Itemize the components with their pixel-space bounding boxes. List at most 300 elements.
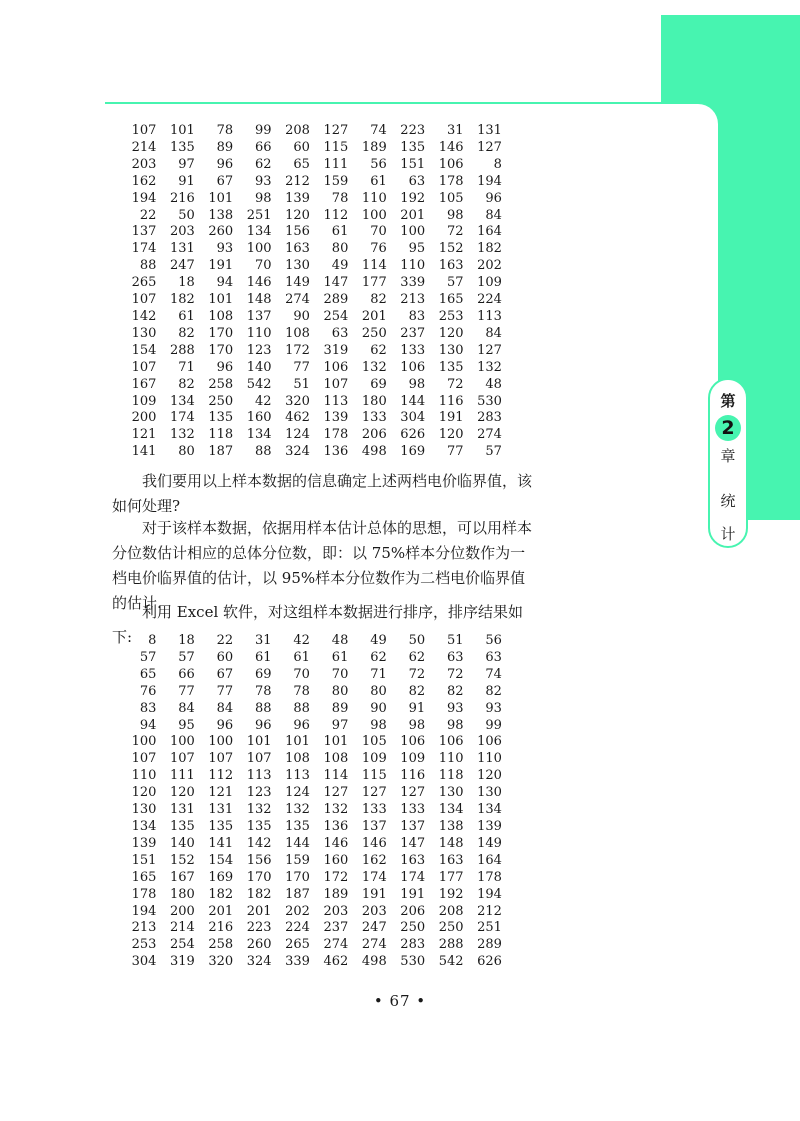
table-cell: 132 [169,427,195,443]
table-cell: 154 [208,852,234,868]
table-cell: 140 [246,359,272,375]
table-cell: 97 [178,156,195,172]
table-cell: 115 [361,768,387,784]
table-cell: 135 [208,410,234,426]
table-cell: 254 [323,308,349,324]
table-row [118,920,502,937]
table-cell: 8 [148,633,157,648]
table-cell: 89 [216,139,234,155]
table-cell: 60 [293,139,310,155]
table-cell: 113 [285,768,310,784]
table-cell: 108 [208,308,234,324]
table-cell: 72 [408,666,426,682]
table-cell: 118 [438,768,464,784]
table-cell: 159 [323,173,349,189]
table-cell: 90 [370,700,387,716]
table-cell: 51 [293,376,310,392]
table-cell: 66 [178,666,195,682]
table-cell: 144 [400,393,426,409]
table-cell: 191 [438,410,464,426]
table-cell: 57 [178,649,195,665]
table-cell: 206 [400,903,426,919]
table-cell: 138 [208,207,234,223]
table-cell: 98 [370,717,387,733]
table-cell: 106 [477,734,502,750]
table-cell: 139 [285,190,310,206]
table-cell: 57 [139,649,157,665]
table-cell: 159 [285,852,310,868]
table-cell: 96 [485,190,502,206]
table-cell: 57 [485,444,502,460]
table-cell: 160 [246,410,272,426]
table-cell: 131 [169,241,195,257]
table-cell: 320 [208,954,234,970]
table-row [118,887,502,904]
table-cell: 136 [323,444,349,460]
table-cell: 106 [323,359,349,375]
table-cell: 72 [446,224,464,240]
table-cell: 98 [446,207,464,223]
table-row [118,718,502,735]
chapter-tab-title-2: 计 [720,525,736,543]
table-cell: 182 [477,241,502,257]
table-cell: 265 [285,937,310,953]
table-cell: 194 [477,886,502,902]
table-cell: 170 [208,342,234,358]
table-cell: 76 [370,241,387,257]
table-cell: 131 [169,802,195,818]
table-cell: 192 [438,886,464,902]
table-cell: 187 [208,444,234,460]
table-cell: 116 [438,393,464,409]
table-cell: 124 [285,785,310,801]
table-cell: 107 [323,376,349,392]
table-cell: 120 [438,325,464,341]
table-cell: 109 [131,393,157,409]
table-cell: 146 [323,835,349,851]
table-cell: 177 [438,869,464,885]
table-cell: 93 [255,173,272,189]
table-cell: 163 [438,852,464,868]
table-cell: 169 [400,444,426,460]
table-cell: 70 [293,666,310,682]
table-cell: 101 [323,734,349,750]
table-cell: 94 [216,275,234,291]
sorted-data-table [118,633,502,971]
table-cell: 206 [361,427,387,443]
table-cell: 542 [438,954,464,970]
table-cell: 178 [438,173,464,189]
table-cell: 63 [446,649,464,665]
table-cell: 69 [255,666,272,682]
table-cell: 74 [485,666,502,682]
table-row [118,667,502,684]
table-cell: 62 [408,649,426,665]
table-cell: 88 [139,258,157,274]
table-row [118,275,502,292]
table-cell: 80 [331,683,349,699]
table-cell: 178 [131,886,157,902]
table-cell: 99 [485,717,502,733]
table-cell: 107 [246,751,272,767]
table-row [118,140,502,157]
table-cell: 498 [361,954,387,970]
table-cell: 182 [246,886,272,902]
table-cell: 137 [131,224,157,240]
chapter-tab-di: 第 [720,392,736,410]
table-cell: 213 [400,292,426,308]
table-cell: 319 [323,342,349,358]
table-row [118,191,502,208]
table-cell: 133 [400,342,426,358]
table-cell: 82 [446,683,464,699]
table-cell: 216 [169,190,195,206]
table-cell: 182 [208,886,234,902]
table-row [118,836,502,853]
table-cell: 62 [370,342,387,358]
table-cell: 88 [255,444,272,460]
table-cell: 170 [285,869,310,885]
table-cell: 80 [370,683,387,699]
table-cell: 114 [323,768,349,784]
table-cell: 250 [438,920,464,936]
table-cell: 626 [400,427,426,443]
table-cell: 60 [216,649,234,665]
table-cell: 61 [331,224,349,240]
table-cell: 131 [208,802,234,818]
table-cell: 127 [477,139,502,155]
table-cell: 124 [285,427,310,443]
table-cell: 84 [485,207,502,223]
table-cell: 130 [285,258,310,274]
table-cell: 223 [246,920,272,936]
table-cell: 169 [208,869,234,885]
table-cell: 107 [131,123,157,138]
table-row [118,394,502,411]
table-cell: 180 [361,393,387,409]
table-cell: 289 [477,937,502,953]
table-cell: 139 [323,410,349,426]
table-cell: 96 [216,717,234,733]
table-cell: 57 [446,275,464,291]
table-cell: 80 [178,444,195,460]
table-cell: 127 [323,123,349,138]
table-cell: 170 [208,325,234,341]
table-cell: 191 [400,886,426,902]
table-cell: 84 [216,700,234,716]
table-cell: 134 [131,818,157,834]
table-cell: 107 [169,751,195,767]
table-cell: 163 [400,852,426,868]
table-cell: 202 [477,258,502,274]
table-cell: 203 [169,224,195,240]
table-cell: 156 [246,852,272,868]
table-cell: 165 [131,869,157,885]
table-cell: 135 [169,139,195,155]
table-row [118,904,502,921]
table-cell: 130 [131,325,157,341]
table-cell: 96 [216,359,234,375]
table-row [118,157,502,174]
table-cell: 105 [361,734,387,750]
table-cell: 110 [131,768,157,784]
table-cell: 107 [208,751,234,767]
table-cell: 83 [139,700,157,716]
table-cell: 247 [169,258,195,274]
table-cell: 107 [131,359,157,375]
table-cell: 156 [285,224,310,240]
table-row [118,224,502,241]
table-cell: 202 [285,903,310,919]
table-cell: 147 [400,835,426,851]
table-cell: 151 [400,156,426,172]
table-cell: 65 [139,666,157,682]
table-cell: 200 [169,903,195,919]
table-cell: 116 [400,768,426,784]
table-cell: 165 [438,292,464,308]
table-cell: 144 [285,835,310,851]
table-cell: 113 [246,768,272,784]
table-cell: 106 [400,359,426,375]
page-number: • 67 • [373,992,427,1010]
table-cell: 31 [446,123,464,138]
table-cell: 192 [400,190,426,206]
table-cell: 109 [477,275,502,291]
table-cell: 174 [361,869,387,885]
table-cell: 105 [438,190,464,206]
table-cell: 134 [477,802,502,818]
table-cell: 93 [485,700,502,716]
table-cell: 101 [169,123,195,138]
table-cell: 67 [216,666,234,682]
table-row [118,309,502,326]
table-row [118,410,502,427]
table-cell: 22 [139,207,157,223]
table-cell: 139 [477,818,502,834]
table-cell: 149 [477,835,502,851]
table-cell: 187 [285,886,310,902]
table-cell: 106 [400,734,426,750]
table-cell: 274 [477,427,502,443]
table-cell: 56 [370,156,387,172]
table-cell: 214 [169,920,195,936]
table-cell: 135 [246,818,272,834]
table-cell: 120 [477,768,502,784]
table-cell: 324 [285,444,310,460]
table-cell: 178 [323,427,349,443]
table-cell: 106 [438,156,464,172]
table-cell: 132 [323,802,349,818]
table-cell: 251 [477,920,502,936]
table-cell: 213 [131,920,157,936]
table-cell: 82 [485,683,502,699]
table-cell: 135 [400,139,426,155]
table-cell: 113 [323,393,349,409]
table-cell: 98 [408,717,426,733]
chapter-number-badge: 2 [715,415,741,441]
chapter-tab [708,378,748,548]
table-cell: 120 [438,427,464,443]
table-cell: 48 [485,376,502,392]
table-cell: 97 [331,717,349,733]
table-cell: 162 [361,852,387,868]
table-row [118,785,502,802]
table-cell: 63 [485,649,502,665]
table-cell: 78 [293,683,310,699]
table-cell: 253 [438,308,464,324]
chapter-tab-zhang: 章 [720,447,736,465]
table-cell: 70 [331,666,349,682]
table-cell: 99 [255,123,272,138]
table-cell: 224 [477,292,502,308]
table-row [118,427,502,444]
table-cell: 174 [169,410,195,426]
table-cell: 108 [285,751,310,767]
table-row [118,292,502,309]
table-cell: 141 [208,835,234,851]
table-cell: 78 [216,123,234,138]
table-cell: 201 [208,903,234,919]
table-cell: 67 [216,173,234,189]
table-cell: 162 [131,173,157,189]
table-cell: 152 [438,241,464,257]
table-cell: 498 [361,444,387,460]
table-cell: 90 [293,308,310,324]
table-cell: 133 [400,802,426,818]
table-cell: 212 [477,903,502,919]
table-cell: 61 [331,649,349,665]
table-cell: 339 [400,275,426,291]
table-cell: 100 [400,224,426,240]
table-cell: 265 [131,275,157,291]
table-row [118,751,502,768]
table-cell: 80 [331,241,349,257]
table-cell: 61 [255,649,272,665]
table-cell: 216 [208,920,234,936]
table-cell: 133 [361,802,387,818]
table-cell: 70 [370,224,387,240]
table-cell: 96 [293,717,310,733]
table-cell: 100 [361,207,387,223]
table-cell: 304 [131,954,157,970]
table-cell: 82 [178,325,195,341]
table-cell: 65 [293,156,310,172]
table-cell: 107 [131,751,157,767]
table-row [118,208,502,225]
table-row [118,802,502,819]
table-cell: 135 [169,818,195,834]
table-cell: 250 [400,920,426,936]
table-cell: 194 [477,173,502,189]
table-cell: 48 [331,633,349,648]
table-cell: 50 [178,207,195,223]
table-cell: 142 [246,835,272,851]
table-cell: 189 [323,886,349,902]
table-cell: 339 [285,954,310,970]
table-cell: 120 [131,785,157,801]
table-cell: 191 [208,258,234,274]
table-cell: 93 [446,700,464,716]
table-cell: 109 [361,751,387,767]
table-cell: 542 [246,376,272,392]
table-cell: 203 [131,156,157,172]
table-cell: 110 [400,258,426,274]
table-cell: 98 [255,190,272,206]
table-cell: 121 [131,427,157,443]
table-cell: 274 [323,937,349,953]
table-cell: 139 [131,835,157,851]
table-cell: 91 [178,173,195,189]
table-cell: 74 [370,123,387,138]
table-cell: 66 [255,139,272,155]
table-cell: 101 [208,190,234,206]
table-cell: 123 [246,785,272,801]
table-cell: 8 [493,156,502,172]
table-cell: 114 [361,258,387,274]
table-row [118,684,502,701]
table-cell: 134 [246,427,272,443]
table-row [118,937,502,954]
table-cell: 174 [400,869,426,885]
table-cell: 182 [169,292,195,308]
table-cell: 136 [323,818,349,834]
table-cell: 134 [438,802,464,818]
table-cell: 89 [331,700,349,716]
table-cell: 50 [408,633,426,648]
table-cell: 189 [361,139,387,155]
table-cell: 84 [485,325,502,341]
table-row [118,444,502,461]
table-cell: 283 [400,937,426,953]
table-cell: 160 [323,852,349,868]
table-cell: 100 [169,734,195,750]
table-cell: 63 [331,325,349,341]
table-cell: 22 [216,633,234,648]
table-cell: 201 [246,903,272,919]
table-cell: 78 [331,190,349,206]
paragraph-sort-intro: 利用 Excel 软件，对这组样本数据进行排序，排序结果如下: [112,603,524,646]
table-cell: 77 [293,359,310,375]
table-cell: 164 [477,852,502,868]
table-cell: 191 [361,886,387,902]
table-cell: 61 [370,173,387,189]
table-cell: 151 [131,852,157,868]
table-cell: 82 [370,292,387,308]
table-cell: 147 [323,275,349,291]
table-cell: 106 [438,734,464,750]
table-cell: 208 [285,123,310,138]
table-cell: 530 [477,393,502,409]
table-row [118,343,502,360]
table-cell: 134 [246,224,272,240]
header-rule [105,102,695,104]
table-cell: 113 [477,308,502,324]
table-cell: 63 [408,173,426,189]
table-cell: 304 [400,410,426,426]
table-cell: 320 [285,393,310,409]
table-cell: 131 [477,123,502,138]
table-cell: 254 [169,937,195,953]
table-cell: 274 [285,292,310,308]
table-cell: 127 [323,785,349,801]
table-row [118,241,502,258]
table-cell: 112 [208,768,234,784]
table-cell: 214 [131,139,157,155]
table-cell: 260 [208,224,234,240]
table-cell: 69 [370,376,387,392]
table-cell: 174 [131,241,157,257]
table-cell: 100 [246,241,272,257]
